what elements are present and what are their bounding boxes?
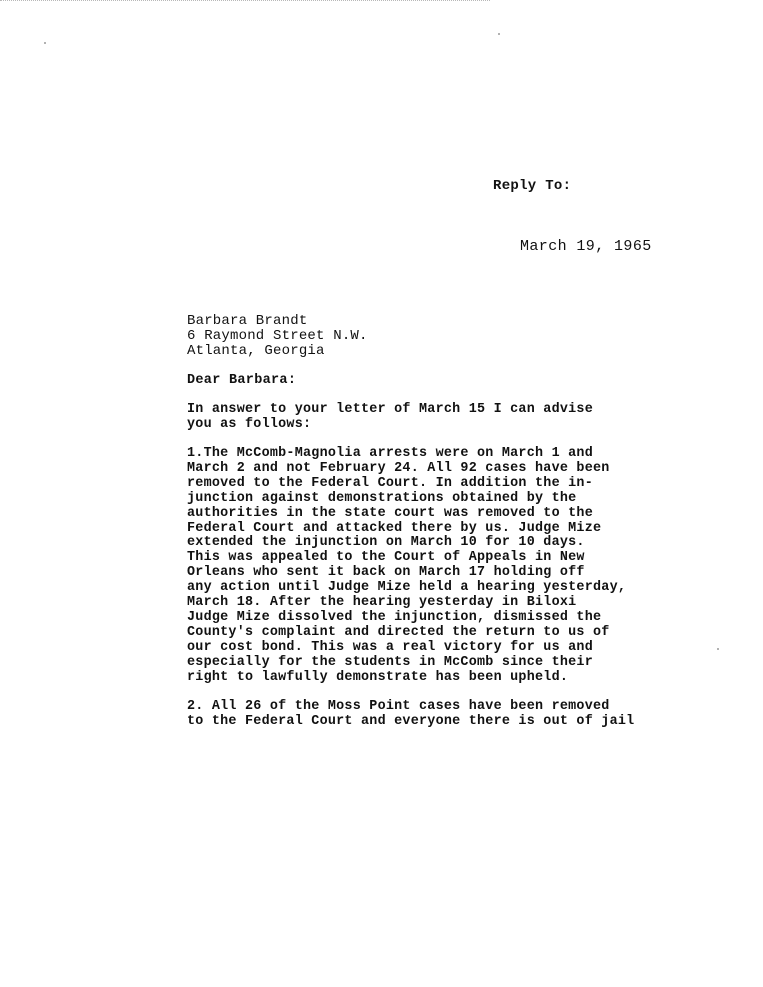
paragraph-2 (187, 700, 687, 730)
recipient-city: Atlanta, Georgia (187, 343, 325, 359)
paragraph-1 (187, 447, 687, 686)
text-line: Orleans who sent it back on March 17 holding off (187, 565, 585, 581)
text-line: March 2 and not February 24. All 92 cases have been (187, 460, 610, 476)
text-line: 1.The McComb-Magnolia arrests were on March 1 and (187, 446, 593, 461)
text-line: to the Federal Court and everyone there is out of jail (187, 713, 635, 729)
text-line: This was appealed to the Court of Appeals in New (187, 550, 585, 566)
text-line: 2. All 26 of the Moss Point cases have been removed (187, 699, 610, 714)
text-line: In answer to your letter of March 15 I can advise (187, 402, 593, 417)
text-line: any action until Judge Mize held a hearing yesterday, (187, 580, 627, 596)
text-line: Federal Court and attacked there by us. Judge Mize (187, 520, 602, 536)
page-top-edge (0, 0, 490, 1)
text-line: March 18. After the hearing yesterday in Biloxi (187, 595, 577, 611)
recipient-name: Barbara Brandt (187, 313, 308, 329)
salutation: Dear Barbara: (187, 373, 297, 388)
letter-date: March 19, 1965 (520, 238, 652, 255)
paper-speck (498, 33, 500, 35)
text-line: right to lawfully demonstrate has been upheld. (187, 669, 569, 685)
recipient-address (187, 314, 368, 359)
text-line: you as follows: (187, 416, 312, 432)
paper-speck (717, 648, 719, 650)
text-line: especially for the students in McComb since their (187, 654, 593, 670)
paper-speck (44, 42, 46, 44)
text-line: removed to the Federal Court. In addition the in- (187, 475, 593, 491)
text-line: Judge Mize dissolved the injunction, dismissed the (187, 609, 602, 625)
recipient-street: 6 Raymond Street N.W. (187, 328, 368, 344)
text-line: County's complaint and directed the return to us of (187, 624, 610, 640)
text-line: extended the injunction on March 10 for 10 days. (187, 535, 585, 551)
text-line: junction against demonstrations obtained by the (187, 490, 577, 506)
text-line: our cost bond. This was a real victory for us and (187, 639, 593, 655)
intro-paragraph (187, 403, 687, 433)
text-line: authorities in the state court was removed to the (187, 505, 593, 521)
reply-to-heading: Reply To: (493, 178, 572, 194)
